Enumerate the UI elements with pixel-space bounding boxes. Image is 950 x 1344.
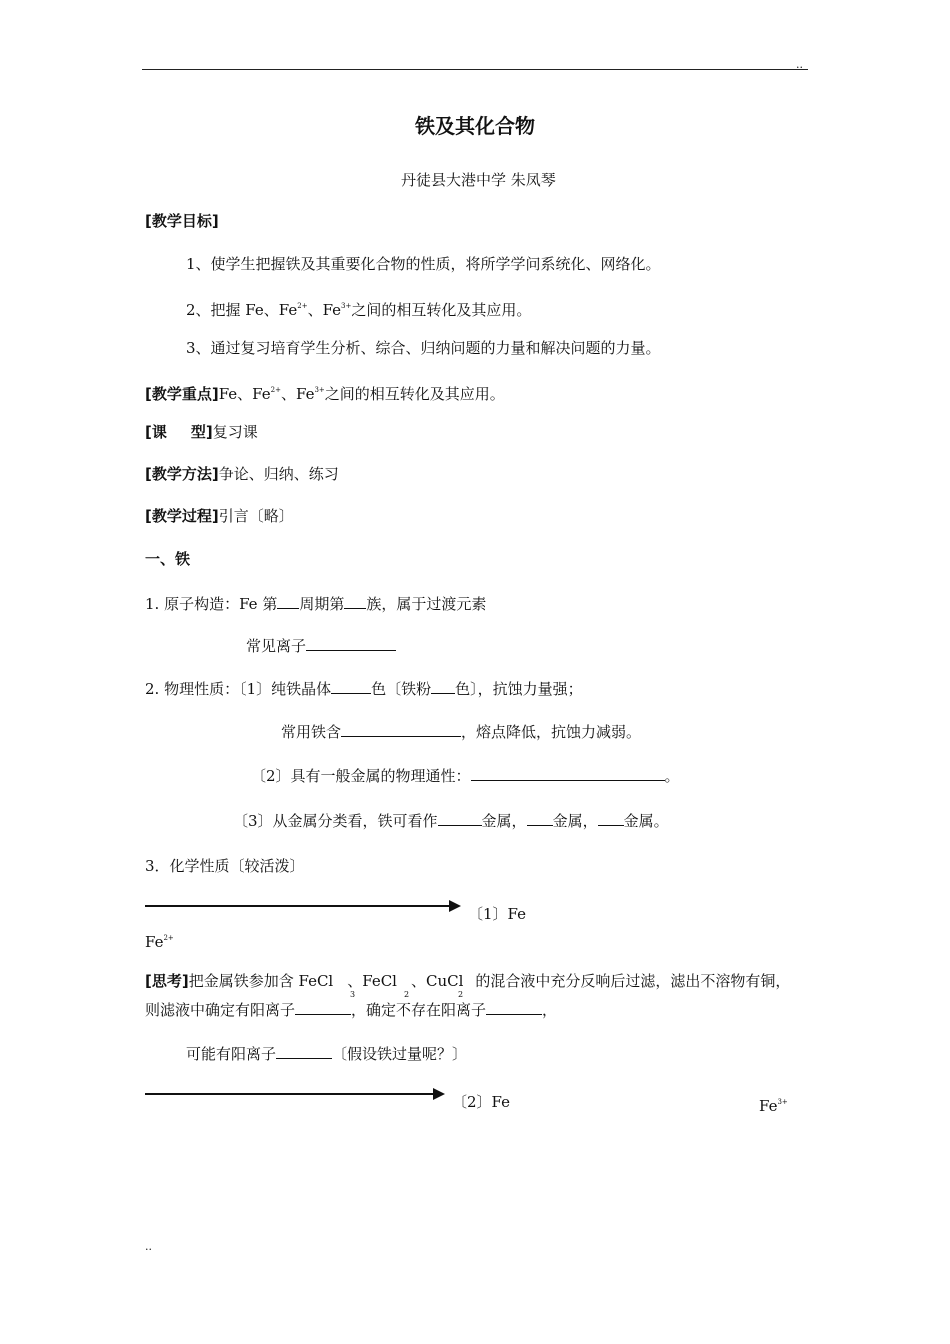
blank-crystal-color[interactable]	[331, 679, 371, 694]
reaction-2-label: 〔2〕Fe	[452, 1093, 511, 1111]
think-line-1: [思考]把金属铁参加含 FeCl 、FeCl 、CuCl 的混合液中充分反响后过滤，滤出不溶物有铜，	[145, 972, 791, 990]
objective-1: 1、使学生把握铁及其重要化合物的性质，将所学学问系统化、网络化。	[186, 255, 661, 273]
common-ions-line: 常见离子	[246, 636, 396, 655]
blank-common-iron[interactable]	[341, 722, 461, 737]
subscript-2a: 2	[404, 990, 410, 999]
general-properties-line: 〔2〕具有一般金属的物理通性： 。	[251, 767, 680, 785]
common-iron-line: 常用铁含 ，熔点降低，抗蚀力减弱。	[281, 723, 642, 741]
think-line-3: 可能有阳离子 〔假设铁过量呢？〕	[186, 1045, 468, 1063]
blank-powder-color[interactable]	[431, 679, 455, 694]
physical-properties-line: 2. 物理性质：〔1〕纯铁晶体 色〔铁粉 色〕，抗蚀力量强；	[145, 680, 583, 698]
blank-metal-1[interactable]	[438, 811, 482, 826]
blank-metal-2[interactable]	[527, 811, 553, 826]
reaction-1-label: 〔1〕Fe	[468, 905, 527, 923]
reaction-arrow-1	[145, 898, 465, 914]
objectives-label: [教学目标]	[145, 212, 219, 230]
chemical-properties-heading: 3．化学性质〔较活泼〕	[145, 857, 305, 875]
blank-group[interactable]	[344, 594, 366, 609]
author-line: 丹徒县大港中学 朱凤琴	[401, 171, 556, 189]
atomic-structure-line: 1. 原子构造：Fe 第 周期第 族，属于过渡元素	[145, 595, 487, 613]
objective-3: 3、通过复习培育学生分析、综合、归纳问题的力量和解决问题的力量。	[186, 339, 661, 357]
footer-mark: ..	[145, 1240, 152, 1253]
teaching-process: [教学过程]引言〔略〕	[145, 507, 294, 525]
blank-period[interactable]	[277, 594, 299, 609]
blank-metal-3[interactable]	[598, 811, 624, 826]
header-rule	[142, 69, 808, 70]
lesson-type: [课 型]复习课	[145, 423, 258, 441]
subscript-2b: 2	[458, 990, 464, 999]
blank-certain-cations[interactable]	[295, 1000, 351, 1015]
blank-possible-cations[interactable]	[276, 1044, 332, 1059]
metal-classification-line: 〔3〕从金属分类看，铁可看作 金属， 金属， 金属。	[233, 812, 669, 830]
blank-general-properties[interactable]	[471, 766, 665, 781]
reaction-arrow-2	[145, 1086, 450, 1102]
key-point: [教学重点]Fe、$Fe^{2+}$、$Fe^{3+}$之间的相互转化及其应用。	[145, 385, 505, 403]
page-title: 铁及其化合物	[415, 114, 535, 138]
blank-common-ions[interactable]	[306, 636, 396, 651]
reaction-1-product: $Fe^{2+}$	[145, 933, 174, 951]
teaching-method: [教学方法]争论、归纳、练习	[145, 465, 339, 483]
section-heading-iron: 一、铁	[145, 550, 191, 568]
blank-absent-cations[interactable]	[486, 1000, 542, 1015]
think-line-2: 则滤液中确定有阳离子 ，确定不存在阳离子 ，	[145, 1001, 558, 1019]
subscript-3: 3	[350, 990, 356, 999]
reaction-2-product: $Fe^{3+}$	[759, 1097, 788, 1115]
header-mark: ..	[796, 58, 803, 71]
objective-2: 2、把握 Fe、$Fe^{2+}$、$Fe^{3+}$之间的相互转化及其应用。	[186, 301, 532, 319]
